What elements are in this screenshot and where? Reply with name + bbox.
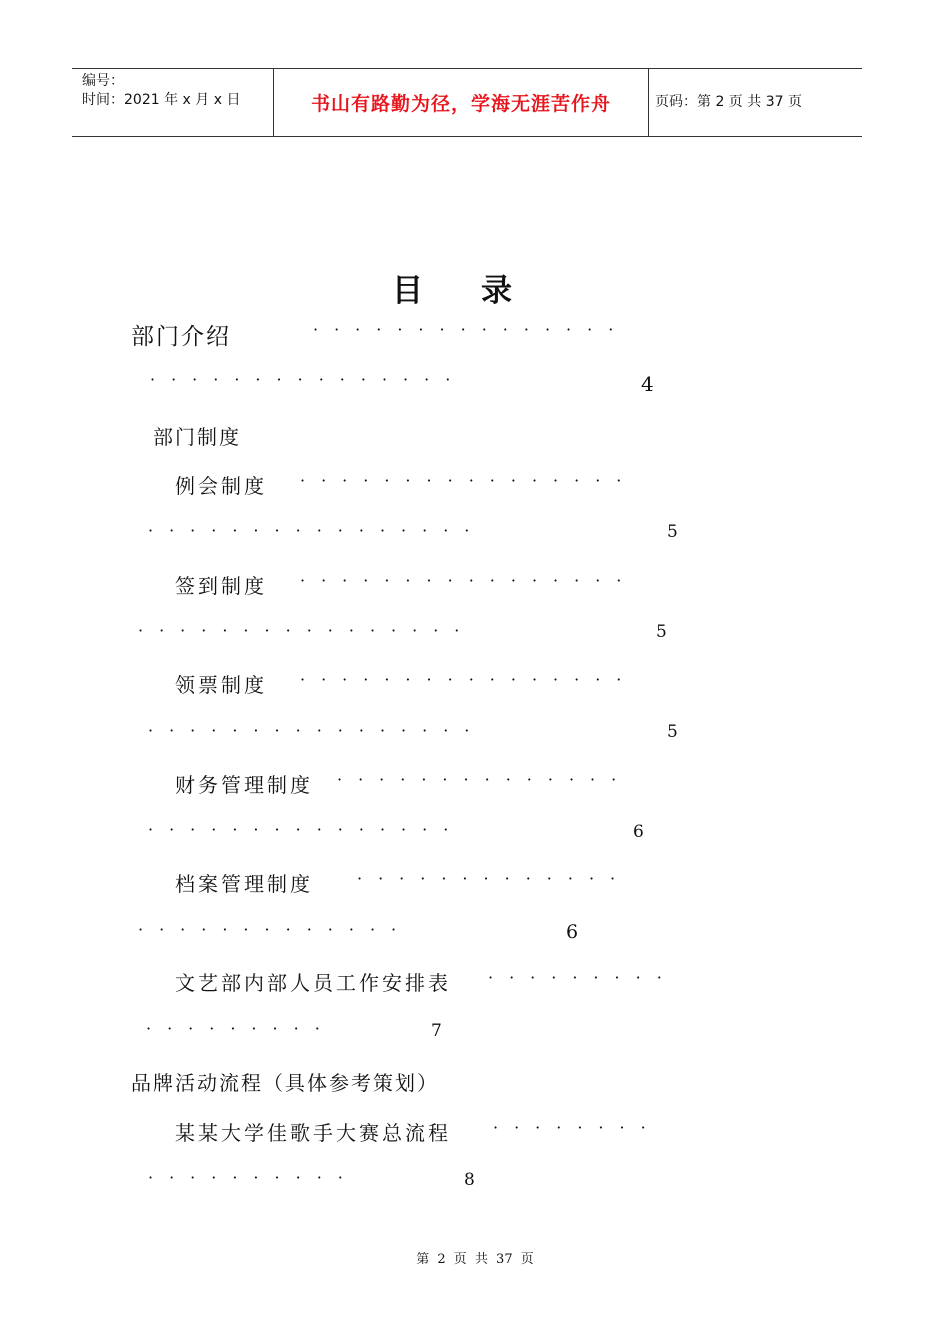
- toc-page-number: 5: [656, 622, 667, 642]
- toc-leader-dots: ···············: [313, 320, 630, 339]
- header-page-info: 页码：第 2 页 共 37 页: [655, 94, 802, 110]
- toc-leader-dots: ················: [300, 571, 638, 590]
- toc-page-number: 8: [464, 1170, 475, 1190]
- toc-entry-label[interactable]: 部门介绍: [131, 324, 231, 350]
- toc-leader-dots: ················: [300, 670, 638, 689]
- toc-entry-label[interactable]: 文艺部内部人员工作安排表: [175, 971, 451, 995]
- toc-entry-label[interactable]: 档案管理制度: [175, 872, 313, 896]
- toc-entry-label[interactable]: 例会制度: [175, 474, 267, 498]
- code-label: 编号：: [82, 73, 124, 89]
- toc-page-number: 6: [566, 921, 579, 943]
- toc-section-heading[interactable]: 品牌活动流程（具体参考策划）: [131, 1071, 439, 1095]
- toc-leader-dots: ················: [138, 621, 476, 640]
- toc-leader-dots: ················: [148, 521, 486, 540]
- title-char-2: 录: [481, 273, 512, 309]
- toc-section-heading[interactable]: 部门制度: [153, 425, 241, 449]
- toc-entry-label[interactable]: 财务管理制度: [175, 773, 313, 797]
- toc-page-number: 5: [667, 522, 678, 542]
- page-footer: 第 2 页 共 37 页: [416, 1252, 534, 1267]
- title-char-1: 目: [392, 273, 423, 309]
- toc-entry-label[interactable]: 签到制度: [175, 574, 267, 598]
- toc-entry-label[interactable]: 某某大学佳歌手大赛总流程: [175, 1121, 451, 1145]
- toc-leader-dots: ·············: [357, 869, 632, 888]
- toc-entry-label[interactable]: 领票制度: [175, 673, 267, 697]
- toc-leader-dots: ········: [493, 1118, 662, 1137]
- toc-leader-dots: ··········: [148, 1168, 359, 1187]
- toc-leader-dots: ·············: [138, 920, 413, 939]
- toc-leader-dots: ···············: [148, 820, 465, 839]
- toc-leader-dots: ················: [300, 471, 638, 490]
- toc-leader-dots: ················: [148, 721, 486, 740]
- toc-page-number: 6: [633, 822, 644, 842]
- toc-leader-dots: ·········: [488, 968, 678, 987]
- toc-page-number: 4: [641, 372, 654, 396]
- toc-leader-dots: ···············: [150, 370, 467, 389]
- toc-page-number: 7: [431, 1021, 442, 1041]
- time-line: 时间：2021 年 x 月 x 日: [82, 92, 241, 108]
- toc-page-number: 5: [667, 722, 678, 742]
- toc-leader-dots: ·········: [146, 1019, 336, 1038]
- motto: 书山有路勤为径，学海无涯苦作舟: [310, 93, 611, 115]
- toc-leader-dots: ··············: [337, 770, 633, 789]
